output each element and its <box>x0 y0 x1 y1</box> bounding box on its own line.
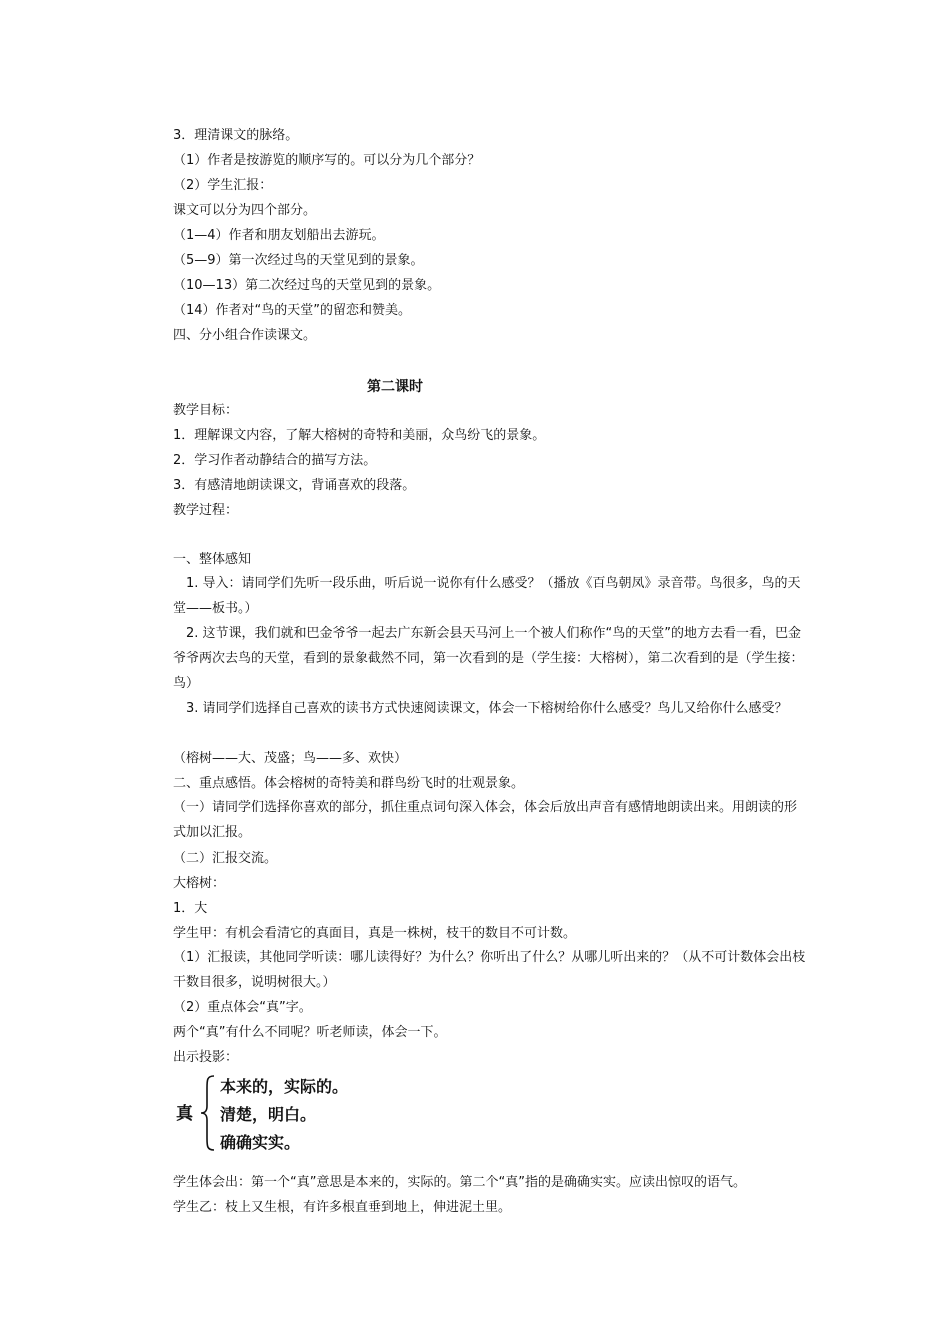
text-line: （5—9）第一次经过鸟的天堂见到的景象。 <box>173 253 424 268</box>
text-line: 出示投影： <box>173 1050 239 1065</box>
paragraph: （一）请同学们选择你喜欢的部分，抓住重点词句深入体会，体会后放出声音有感情地朗读出来。用朗读的形式加以汇报。 <box>173 800 798 840</box>
text-line: 学生体会出：第一个“真”意思是本来的，实际的。第二个“真”指的是确确实实。应读出惊叹的语气。 <box>173 1175 746 1190</box>
text-line: 3．有感清地朗读课文，背诵喜欢的段落。 <box>173 478 416 493</box>
figure-meaning-1: 本来的，实际的。 <box>220 1077 349 1096</box>
text-line: 两个“真”有什么不同呢？听老师读，体会一下。 <box>173 1025 447 1040</box>
text-line: 2．学习作者动静结合的描写方法。 <box>173 453 377 468</box>
text-line: 学生乙：枝上又生根，有许多根直垂到地上，伸进泥土里。 <box>173 1200 512 1215</box>
text-line: （2）重点体会“真”字。 <box>173 1000 312 1015</box>
text-line: （榕树——大、茂盛；鸟——多、欢快） <box>173 751 408 766</box>
text-line: 教学过程： <box>173 503 239 518</box>
figure-main-char: 真 <box>176 1104 193 1124</box>
text-line: （14）作者对“鸟的天堂”的留恋和赞美。 <box>173 303 412 318</box>
figure-meaning-3: 确确实实。 <box>220 1133 301 1152</box>
paragraph: 2. 这节课，我们就和巴金爷爷一起去广东新会县天马河上一个被人们称作“鸟的天堂”的地方去看一看，巴金爷爷两次去鸟的天堂，看到的景象截然不同，第一次看到的是（学生接：大榕树），第二次看到的是（学生接：鸟） <box>173 626 804 691</box>
text-line: （1）作者是按游览的顺序写的。可以分为几个部分？ <box>173 153 481 168</box>
text-line: （10—13）第二次经过鸟的天堂见到的景象。 <box>173 278 441 293</box>
paragraph: 1. 导入：请同学们先听一段乐曲，听后说一说你有什么感受？（播放《百鸟朝凤》录音带。鸟很多，鸟的天堂——板书。） <box>173 576 801 616</box>
figure-meaning-2: 清楚，明白。 <box>220 1105 317 1124</box>
text-line: （二）汇报交流。 <box>173 851 278 866</box>
text-line: 3．理清课文的脉络。 <box>173 128 299 143</box>
text-line: 课文可以分为四个部分。 <box>173 203 317 218</box>
text-line: （2）学生汇报： <box>173 178 273 193</box>
paragraph: （1）汇报读，其他同学听读：哪儿读得好？为什么？你听出了什么？从哪儿听出来的？（从不可计数体会出枝干数目很多，说明树很大。） <box>173 950 806 990</box>
section-title: 第二课时 <box>367 379 423 395</box>
text-line: 1．理解课文内容，了解大榕树的奇特和美丽，众鸟纷飞的景象。 <box>173 428 546 443</box>
text-line: 学生甲：有机会看清它的真面目，真是一株树，枝干的数目不可计数。 <box>173 926 577 941</box>
projection-figure <box>176 1072 416 1154</box>
text-line: （1—4）作者和朋友划船出去游玩。 <box>173 228 385 243</box>
text-line: 大榕树： <box>173 876 226 891</box>
text-line: 四、分小组合作读课文。 <box>173 328 317 343</box>
heading: 一、整体感知 <box>173 552 252 567</box>
paragraph: 3. 请同学们选择自己喜欢的读书方式快速阅读课文，体会一下榕树给你什么感受？鸟儿又给你什么感受？ <box>173 701 788 716</box>
text-line: 1．大 <box>173 901 208 916</box>
text-line: 二、重点感悟。体会榕树的奇特美和群鸟纷飞时的壮观景象。 <box>173 776 525 791</box>
left-brace-icon <box>198 1074 218 1152</box>
text-line: 教学目标： <box>173 403 239 418</box>
